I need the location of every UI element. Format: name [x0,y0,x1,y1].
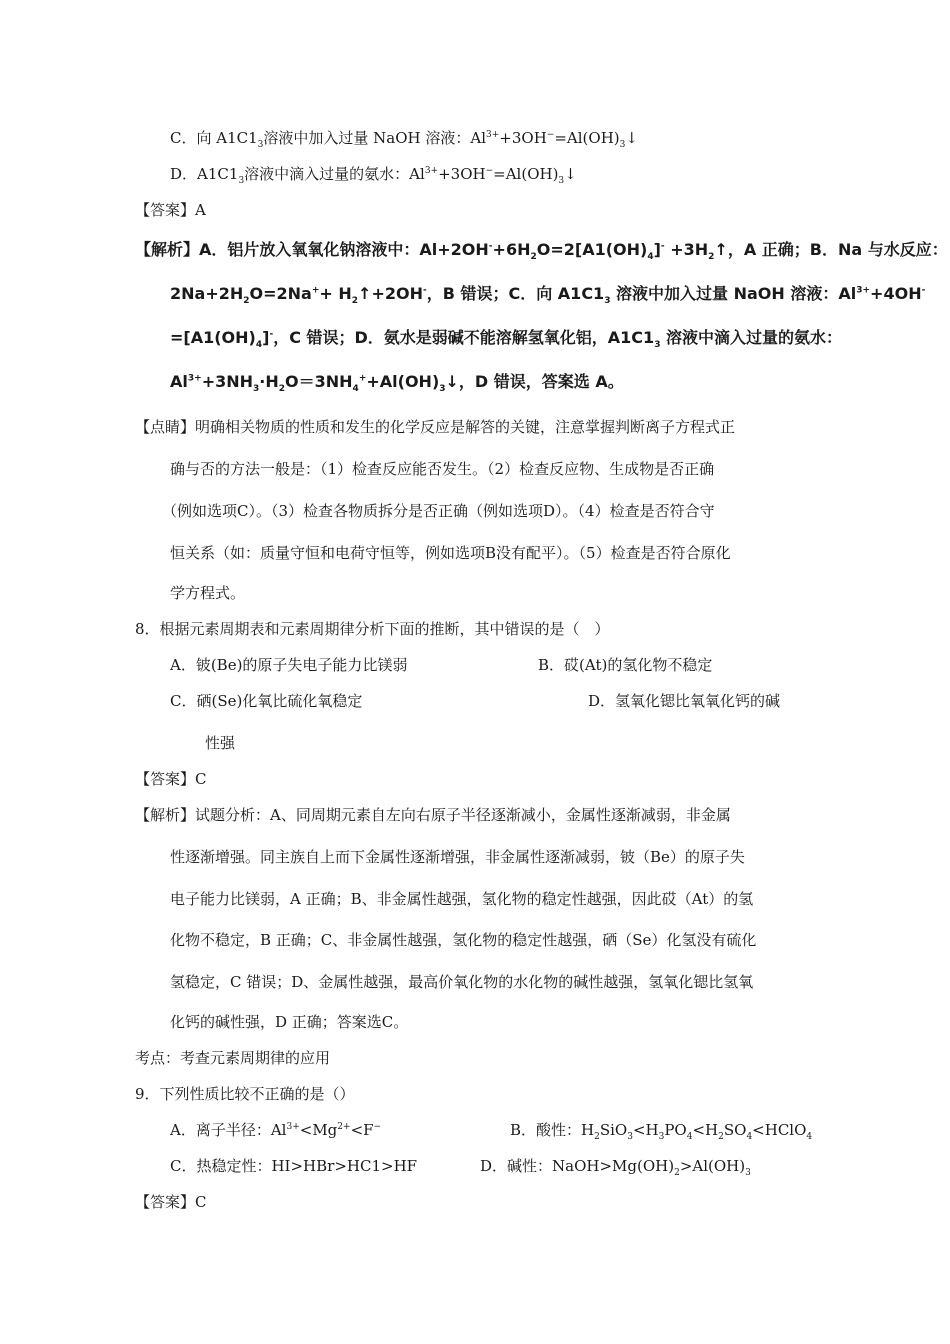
q9-option-b: B．酸性：$H_2SiO_3<H_3PO_4<H_2SO_4<HClO_4$ [510,1121,813,1142]
q8-analysis-line-5: 氢稳定，C 错误；D、金属性越强，最高价氧化物的水化物的碱性越强，氢氧化锶比氢氧 [170,973,754,991]
q7-tips-line-1: 【点睛】明确相关物质的性质和发生的化学反应是解答的关键，注意掌握判断离子方程式正 [135,418,736,436]
q7-analysis-line-2: $2Na+2H_2O=2Na^++$ $H_2↑+2OH^-$，B 错误；C．向 $A1C1_3$ 溶液中加入过量 NaOH 溶液：$Al^{3+}+4OH^-$ [170,284,926,307]
q8-answer: 【答案】C [135,770,207,788]
q7-answer: 【答案】A [135,201,206,219]
q7-analysis-line-4: $Al^{3+}+3NH_3\cdot H_2O=3NH_4^++Al(OH)_3↓$，D 错误，答案选 A。 [170,372,624,395]
q9-option-d: D．碱性：$NaOH>Mg(OH)_2>Al(OH)_3$ [480,1157,751,1178]
q8-option-a: A．铍(Be)的原子失电子能力比镁弱 [170,656,408,674]
q8-analysis-line-3: 电子能力比镁弱，A 正确；B、非金属性越强，氢化物的稳定性越强，因此砹（At）的氢 [170,890,754,908]
q8-kaodian: 考点：考查元素周期律的应用 [135,1049,331,1067]
q9-stem: 9．下列性质比较不正确的是（） [135,1085,355,1103]
q7-tips-line-4: 恒关系（如：质量守恒和电荷守恒等，例如选项B没有配平）。（5）检查是否符合原化 [170,544,731,562]
q7-tips-line-5: 学方程式。 [170,584,246,602]
q8-option-b: B．砹(At)的氢化物不稳定 [538,656,713,674]
q7-option-d: D．$A1C1_3$溶液中滴入过量的氨水：$Al^{3+}+3OH^-=Al(OH)_3↓$ [170,165,577,186]
q8-analysis-line-1: 【解析】试题分析：A、同周期元素自左向右原子半径逐渐减小，金属性逐渐减弱，非金属 [135,806,731,824]
q8-option-c: C．硒(Se)化氧比硫化氧稳定 [170,692,363,710]
q8-analysis-line-2: 性逐渐增强。同主族自上而下金属性逐渐增强，非金属性逐渐减弱，铍（Be）的原子失 [170,848,745,866]
q9-answer: 【答案】C [135,1193,207,1211]
q7-option-c: C．向 $A1C1_3$溶液中加入过量 NaOH 溶液：$Al^{3+}+3OH^-=Al(OH)_3↓$ [170,129,638,150]
q8-option-d: D．氢氧化锶比氧氧化钙的碱 [588,692,781,710]
q8-analysis-line-4: 化物不稳定，B 正确；C、非金属性越强，氢化物的稳定性越强，硒（Se）化氢没有硫化 [170,931,757,949]
q7-tips-line-2: 确与否的方法一般是：（1）检查反应能否发生。（2）检查反应物、生成物是否正确 [170,460,715,478]
q8-stem: 8．根据元素周期表和元素周期律分析下面的推断，其中错误的是（ ） [135,620,610,638]
q9-option-a: A．离子半径：$Al^{3+}<Mg^{2+}<F^-$ [170,1121,382,1139]
q9-option-c: C．热稳定性：HI>HBr>HC1>HF [170,1157,418,1175]
q8-analysis-line-6: 化钙的碱性强，D 正确；答案选C。 [170,1013,409,1031]
q7-tips-line-3: （例如选项C）。（3）检查各物质拆分是否正确（例如选项D）。（4）检查是否符合守 [162,502,715,520]
q7-analysis-line-1: 【解析】A．铝片放入氧氧化钠溶液中：$Al+2OH^-+6H_2O=2[A1(OH)_4]^-$ $+3H_2↑$，A 正确；B．Na 与水反应： [135,240,948,263]
q8-option-d-cont: 性强 [205,734,236,752]
q7-analysis-line-3: $=[A1(OH)_4]^-$，C 错误；D．氨水是弱碱不能溶解氢氧化铝，$A1C1_3$ 溶液中滴入过量的氨水： [170,328,843,351]
